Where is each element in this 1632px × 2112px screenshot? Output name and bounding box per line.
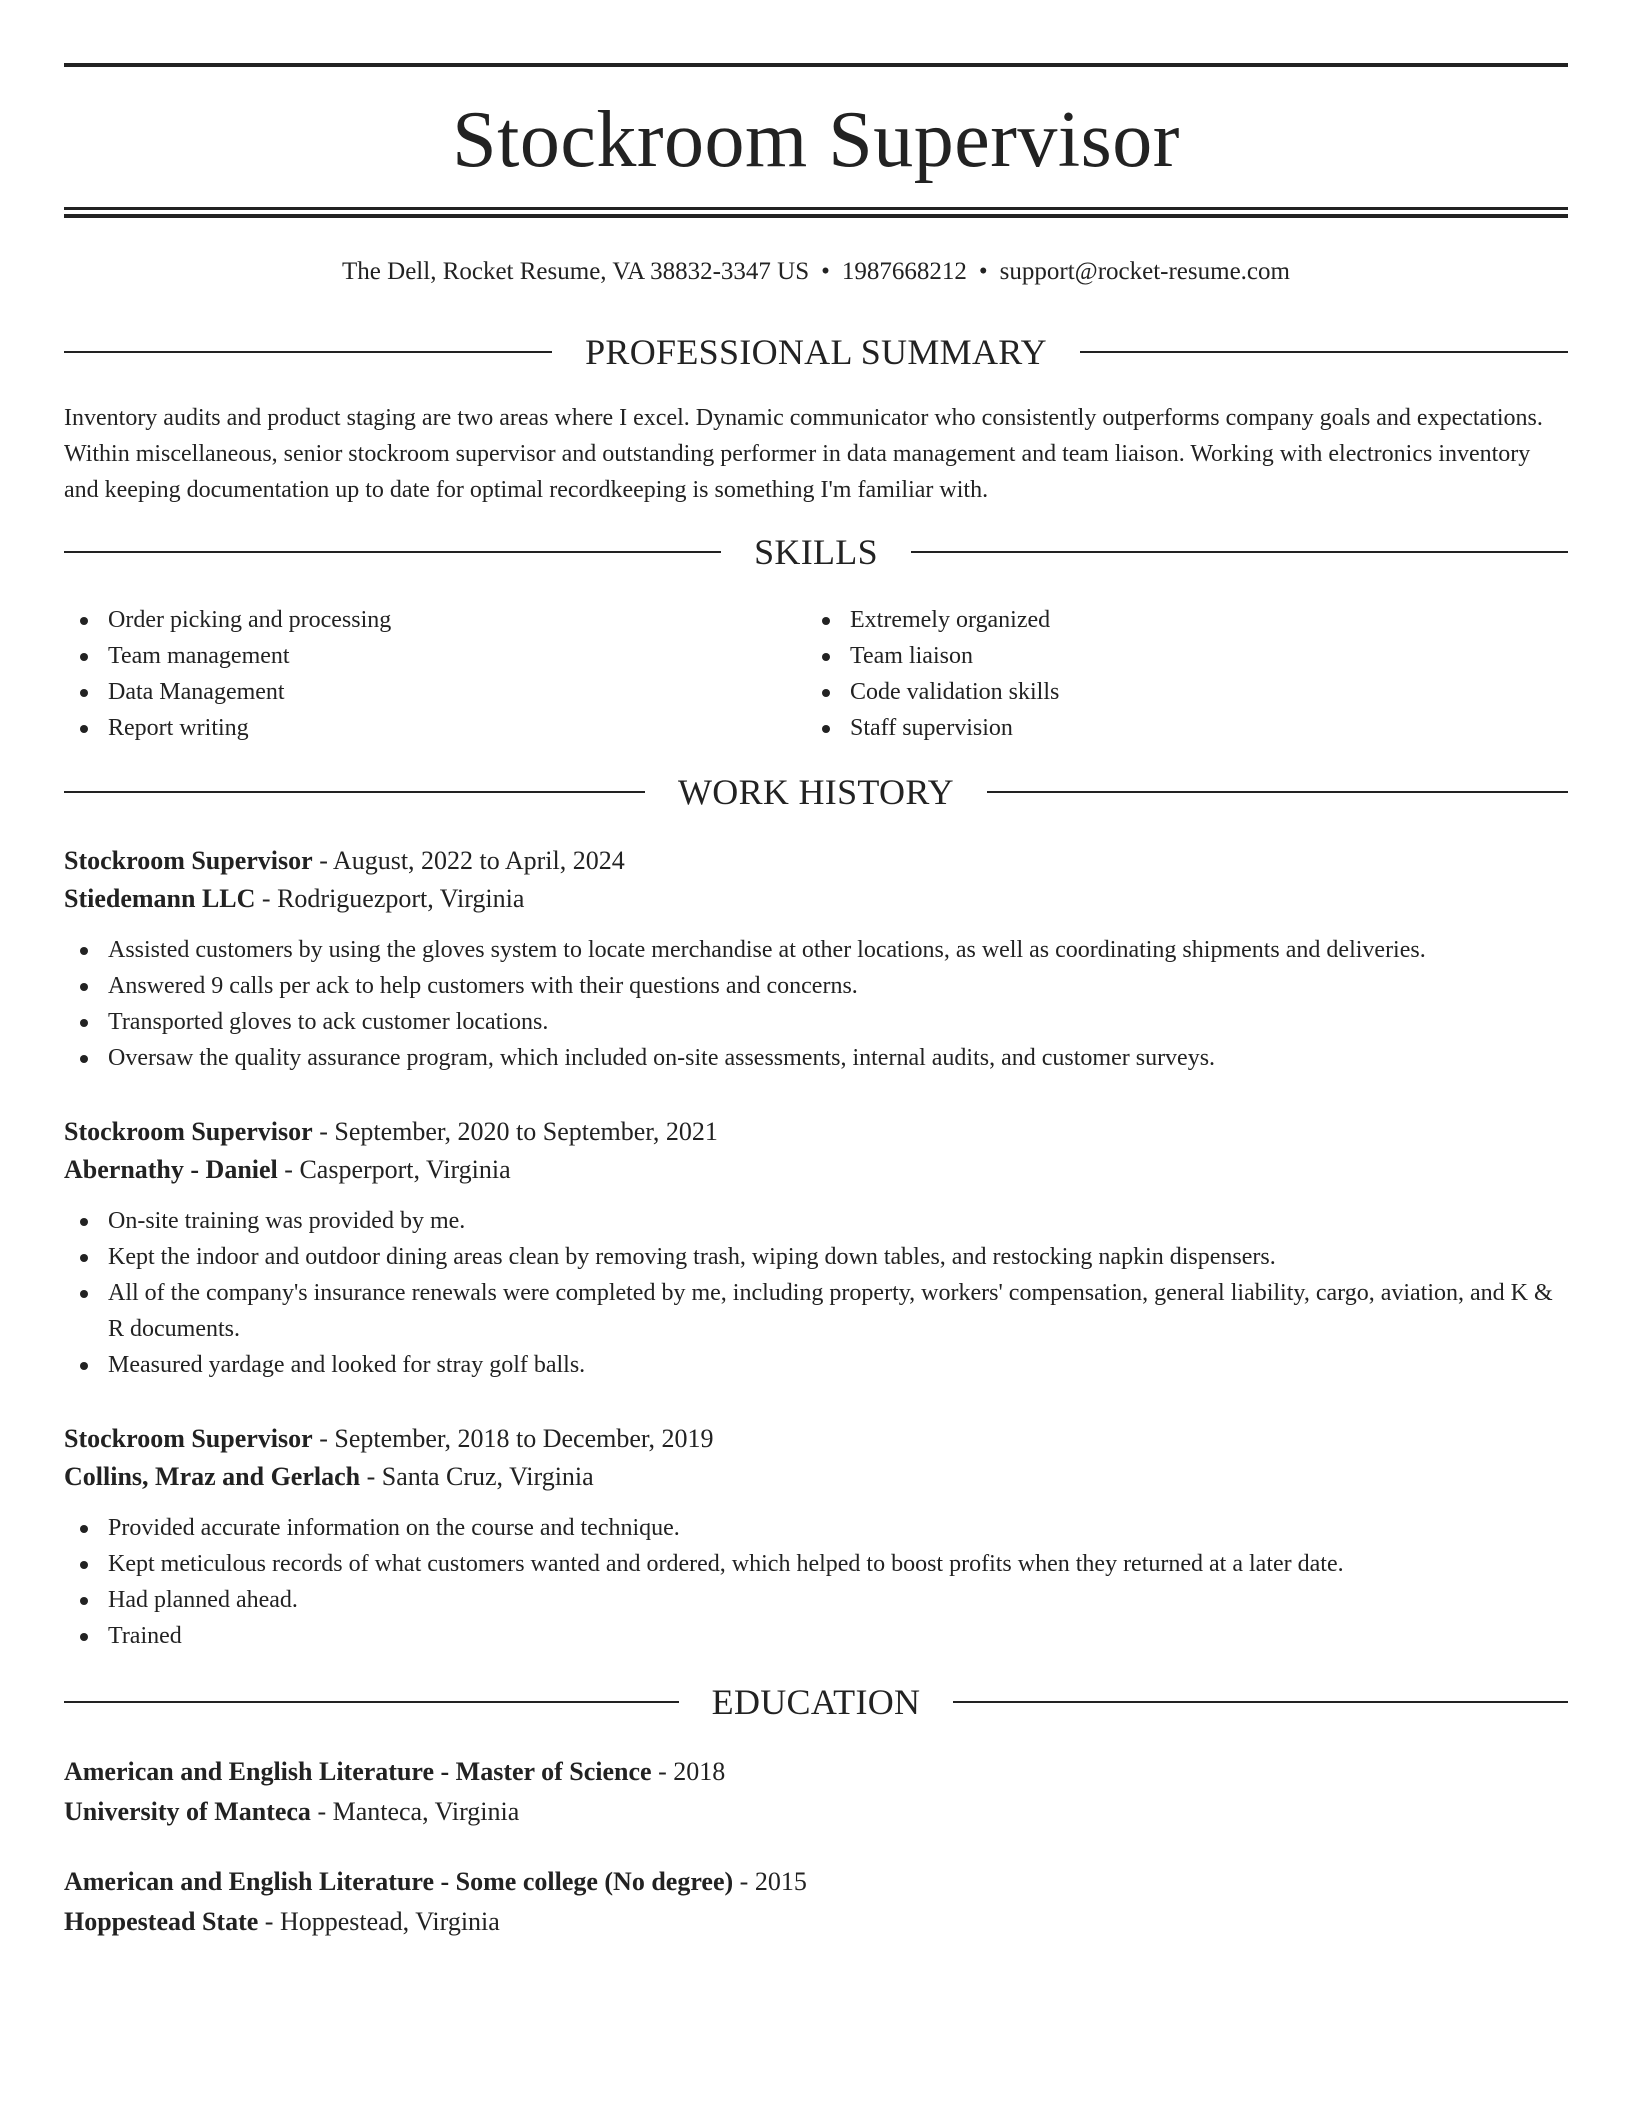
- heading-rule-right: [953, 1701, 1568, 1703]
- skill-item: Team management: [64, 638, 764, 674]
- contact-separator: •: [821, 258, 830, 285]
- section-title: EDUCATION: [711, 1682, 921, 1722]
- job-entry: [64, 1113, 1568, 1383]
- job-location: - Casperport, Virginia: [277, 1155, 511, 1184]
- contact-line: [64, 254, 1568, 290]
- job-bullet: Kept the indoor and outdoor dining areas clean by removing trash, wiping down tables, and restocking napkin dispensers.: [64, 1239, 1568, 1275]
- job-title: Stockroom Supervisor: [64, 1117, 313, 1146]
- job-location: - Santa Cruz, Virginia: [360, 1462, 594, 1491]
- job-bullet: Answered 9 calls per ack to help customers with their questions and concerns.: [64, 968, 1568, 1004]
- job-company: Stiedemann LLC: [64, 884, 256, 913]
- skill-item: Data Management: [64, 674, 764, 710]
- edu-school: Hoppestead State: [64, 1907, 259, 1936]
- heading-rule-left: [64, 551, 721, 553]
- education-entry: [64, 1752, 1568, 1832]
- job-dates: - August, 2022 to April, 2024: [312, 846, 625, 875]
- heading-rule-left: [64, 791, 645, 793]
- contact-address: The Dell, Rocket Resume, VA 38832-3347 US: [342, 258, 810, 285]
- skills-list-right: [806, 602, 1506, 746]
- job-bullets: [64, 1203, 1568, 1383]
- skill-item: Order picking and processing: [64, 602, 764, 638]
- summary-text: Inventory audits and product staging are two areas where I excel. Dynamic communicator who consistently outperforms company goals and expectations. Within miscellaneous, senior stockroom supervisor and outstanding performer in data management and team liaison. Working with electronics inventory and keeping documentation up to date for optimal recordkeeping is something I'm familiar with.: [64, 405, 1543, 503]
- job-bullets: [64, 1510, 1568, 1654]
- job-bullet: All of the company's insurance renewals were completed by me, including property, workers' compensation, general liability, cargo, aviation, and K & R documents.: [64, 1275, 1568, 1347]
- heading-rule-left: [64, 1701, 679, 1703]
- job-company: Abernathy - Daniel: [64, 1155, 278, 1184]
- job-bullet: Provided accurate information on the course and technique.: [64, 1510, 1568, 1546]
- top-rule: [64, 63, 1568, 67]
- heading-rule-right: [987, 791, 1568, 793]
- skill-item: Report writing: [64, 710, 764, 746]
- title-rule-thick: [64, 214, 1568, 218]
- job-bullet: On-site training was provided by me.: [64, 1203, 1568, 1239]
- edu-year: - 2018: [651, 1757, 726, 1786]
- job-bullet: Measured yardage and looked for stray golf balls.: [64, 1347, 1568, 1383]
- edu-school: University of Manteca: [64, 1797, 311, 1826]
- contact-email: support@rocket-resume.com: [999, 258, 1290, 285]
- title-rule-thin: [64, 207, 1568, 210]
- section-heading-skills: [64, 530, 1568, 574]
- job-company: Collins, Mraz and Gerlach: [64, 1462, 361, 1491]
- edu-degree: American and English Literature - Master of Science: [64, 1757, 652, 1786]
- job-bullet: Had planned ahead.: [64, 1582, 1568, 1618]
- edu-degree: American and English Literature - Some college (No degree): [64, 1867, 734, 1896]
- section-heading-education: [64, 1680, 1568, 1724]
- education-entry: [64, 1862, 1568, 1942]
- job-bullet: Trained: [64, 1618, 1568, 1654]
- skill-item: Staff supervision: [806, 710, 1506, 746]
- job-bullet: Oversaw the quality assurance program, which included on-site assessments, internal audits, and customer surveys.: [64, 1040, 1568, 1076]
- edu-location: - Hoppestead, Virginia: [258, 1907, 500, 1936]
- job-location: - Rodriguezport, Virginia: [255, 884, 525, 913]
- skill-item: Team liaison: [806, 638, 1506, 674]
- skill-item: Extremely organized: [806, 602, 1506, 638]
- job-bullet: Kept meticulous records of what customers wanted and ordered, which helped to boost profits when they returned at a later date.: [64, 1546, 1568, 1582]
- section-title: SKILLS: [754, 532, 878, 572]
- job-title: Stockroom Supervisor: [64, 1424, 313, 1453]
- heading-rule-left: [64, 351, 552, 353]
- page-title: Stockroom Supervisor: [452, 96, 1180, 184]
- job-title: Stockroom Supervisor: [64, 846, 313, 875]
- skills-list-left: [64, 602, 764, 746]
- edu-year: - 2015: [733, 1867, 807, 1896]
- contact-phone: 1987668212: [841, 258, 967, 285]
- section-heading-summary: [64, 330, 1568, 374]
- job-bullet: Assisted customers by using the gloves system to locate merchandise at other locations, as well as coordinating shipments and deliveries.: [64, 932, 1568, 968]
- job-bullets: [64, 932, 1568, 1076]
- heading-rule-right: [911, 551, 1568, 553]
- section-title: WORK HISTORY: [678, 772, 954, 812]
- edu-location: - Manteca, Virginia: [310, 1797, 520, 1826]
- job-dates: - September, 2018 to December, 2019: [312, 1424, 714, 1453]
- skill-item: Code validation skills: [806, 674, 1506, 710]
- section-heading-work: [64, 770, 1568, 814]
- job-entry: [64, 842, 1568, 1076]
- job-bullet: Transported gloves to ack customer locations.: [64, 1004, 1568, 1040]
- job-entry: [64, 1420, 1568, 1654]
- heading-rule-right: [1080, 351, 1568, 353]
- contact-separator: •: [978, 258, 988, 285]
- job-dates: - September, 2020 to September, 2021: [312, 1117, 718, 1146]
- section-title: PROFESSIONAL SUMMARY: [585, 332, 1047, 372]
